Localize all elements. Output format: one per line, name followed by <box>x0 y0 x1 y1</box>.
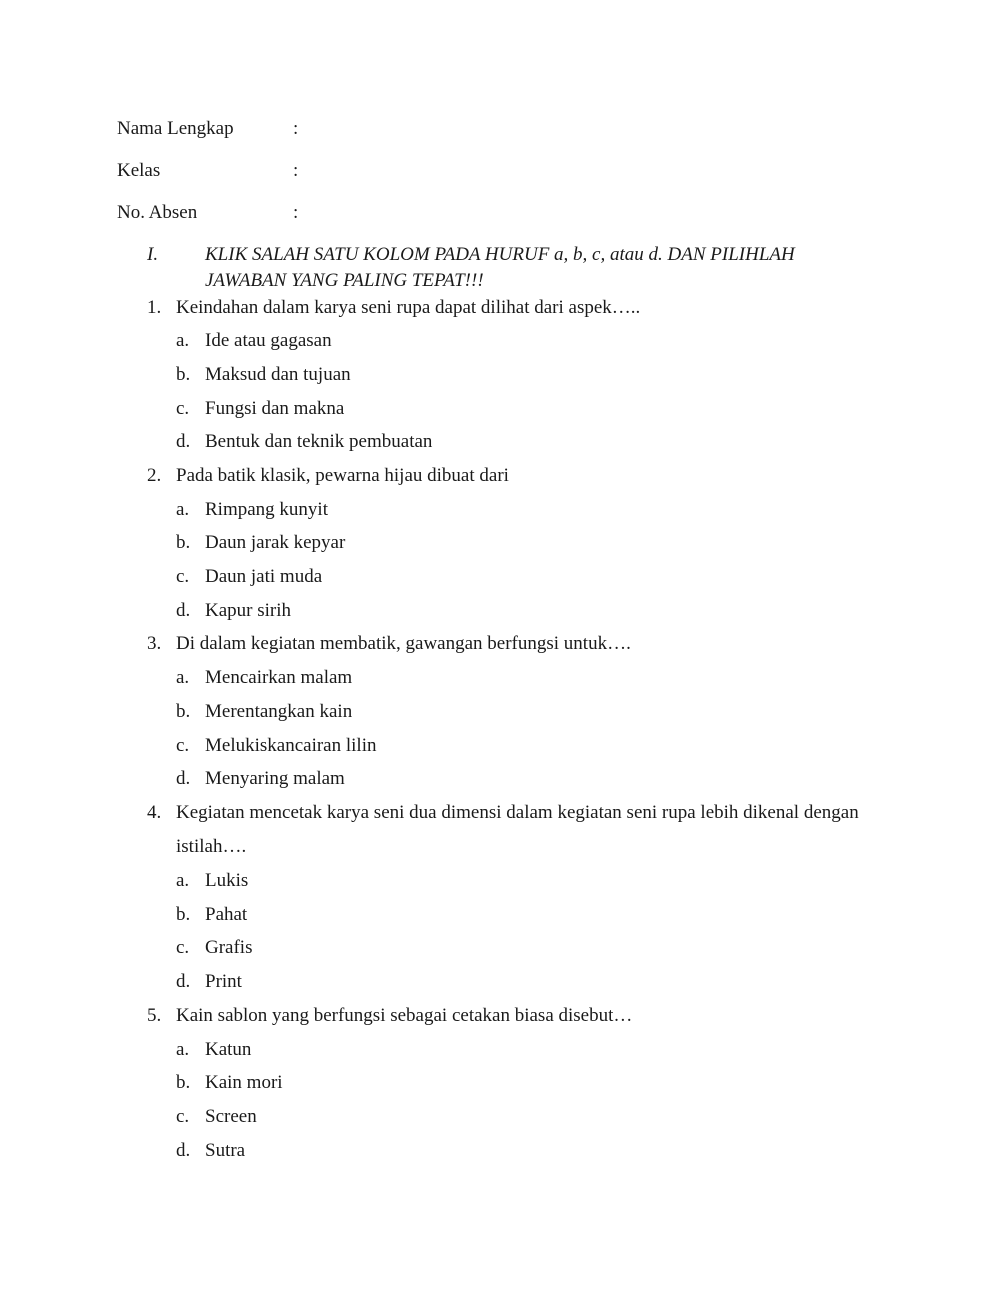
option-text[interactable]: Pahat <box>205 904 248 925</box>
field-label: Nama Lengkap <box>117 118 234 139</box>
question-text: Kegiatan mencetak karya seni dua dimensi dalam kegiatan seni rupa lebih dikenal dengan <box>176 802 859 823</box>
question-number: 4. <box>147 802 162 823</box>
option-text[interactable]: Mencairkan malam <box>205 667 353 688</box>
section-numeral: I. <box>147 244 159 265</box>
option-letter[interactable]: a. <box>176 1039 190 1060</box>
question-number: 1. <box>147 297 162 318</box>
option-text[interactable]: Melukiskancairan lilin <box>205 735 377 756</box>
option-text[interactable]: Katun <box>205 1039 252 1060</box>
option-text[interactable]: Menyaring malam <box>205 768 345 789</box>
option-letter[interactable]: c. <box>176 566 190 587</box>
question-number: 2. <box>147 465 162 486</box>
option-letter[interactable]: c. <box>176 937 190 958</box>
option-letter[interactable]: a. <box>176 870 190 891</box>
option-text[interactable]: Print <box>205 971 242 992</box>
option-text[interactable]: Ide atau gagasan <box>205 330 332 351</box>
option-letter[interactable]: a. <box>176 330 190 351</box>
question-number: 5. <box>147 1005 162 1026</box>
instruction-line-1: KLIK SALAH SATU KOLOM PADA HURUF a, b, c, atau d. DAN PILIHLAH <box>205 244 795 265</box>
question-text-continued: istilah…. <box>176 836 247 857</box>
option-letter[interactable]: b. <box>176 532 191 553</box>
question-text: Di dalam kegiatan membatik, gawangan berfungsi untuk…. <box>176 633 631 654</box>
option-text[interactable]: Lukis <box>205 870 249 891</box>
option-letter[interactable]: b. <box>176 701 191 722</box>
option-letter[interactable]: d. <box>176 1140 191 1161</box>
option-text[interactable]: Grafis <box>205 937 253 958</box>
option-letter[interactable]: b. <box>176 904 191 925</box>
field-label: No. Absen <box>117 202 198 223</box>
field-colon: : <box>293 160 299 181</box>
option-letter[interactable]: d. <box>176 431 191 452</box>
field-colon: : <box>293 118 299 139</box>
option-text[interactable]: Fungsi dan makna <box>205 398 345 419</box>
option-text[interactable]: Daun jarak kepyar <box>205 532 346 553</box>
field-label: Kelas <box>117 160 161 181</box>
option-letter[interactable]: a. <box>176 499 190 520</box>
field-colon: : <box>293 202 299 223</box>
option-text[interactable]: Bentuk dan teknik pembuatan <box>205 431 433 452</box>
option-letter[interactable]: d. <box>176 600 191 621</box>
question-text: Pada batik klasik, pewarna hijau dibuat dari <box>176 465 509 486</box>
instruction-line-2: JAWABAN YANG PALING TEPAT!!! <box>205 270 484 291</box>
option-text[interactable]: Kain mori <box>205 1072 283 1093</box>
option-letter[interactable]: b. <box>176 364 191 385</box>
option-text[interactable]: Daun jati muda <box>205 566 323 587</box>
option-text[interactable]: Kapur sirih <box>205 600 292 621</box>
option-text[interactable]: Maksud dan tujuan <box>205 364 351 385</box>
option-letter[interactable]: a. <box>176 667 190 688</box>
option-letter[interactable]: d. <box>176 971 191 992</box>
option-text[interactable]: Sutra <box>205 1140 246 1161</box>
option-letter[interactable]: c. <box>176 1106 190 1127</box>
option-text[interactable]: Merentangkan kain <box>205 701 353 722</box>
option-letter[interactable]: c. <box>176 398 190 419</box>
question-text: Keindahan dalam karya seni rupa dapat dilihat dari aspek….. <box>176 297 641 318</box>
option-text[interactable]: Rimpang kunyit <box>205 499 328 520</box>
question-text: Kain sablon yang berfungsi sebagai cetakan biasa disebut… <box>176 1005 633 1026</box>
option-letter[interactable]: c. <box>176 735 190 756</box>
option-text[interactable]: Screen <box>205 1106 257 1127</box>
question-number: 3. <box>147 633 162 654</box>
option-letter[interactable]: b. <box>176 1072 191 1093</box>
option-letter[interactable]: d. <box>176 768 191 789</box>
